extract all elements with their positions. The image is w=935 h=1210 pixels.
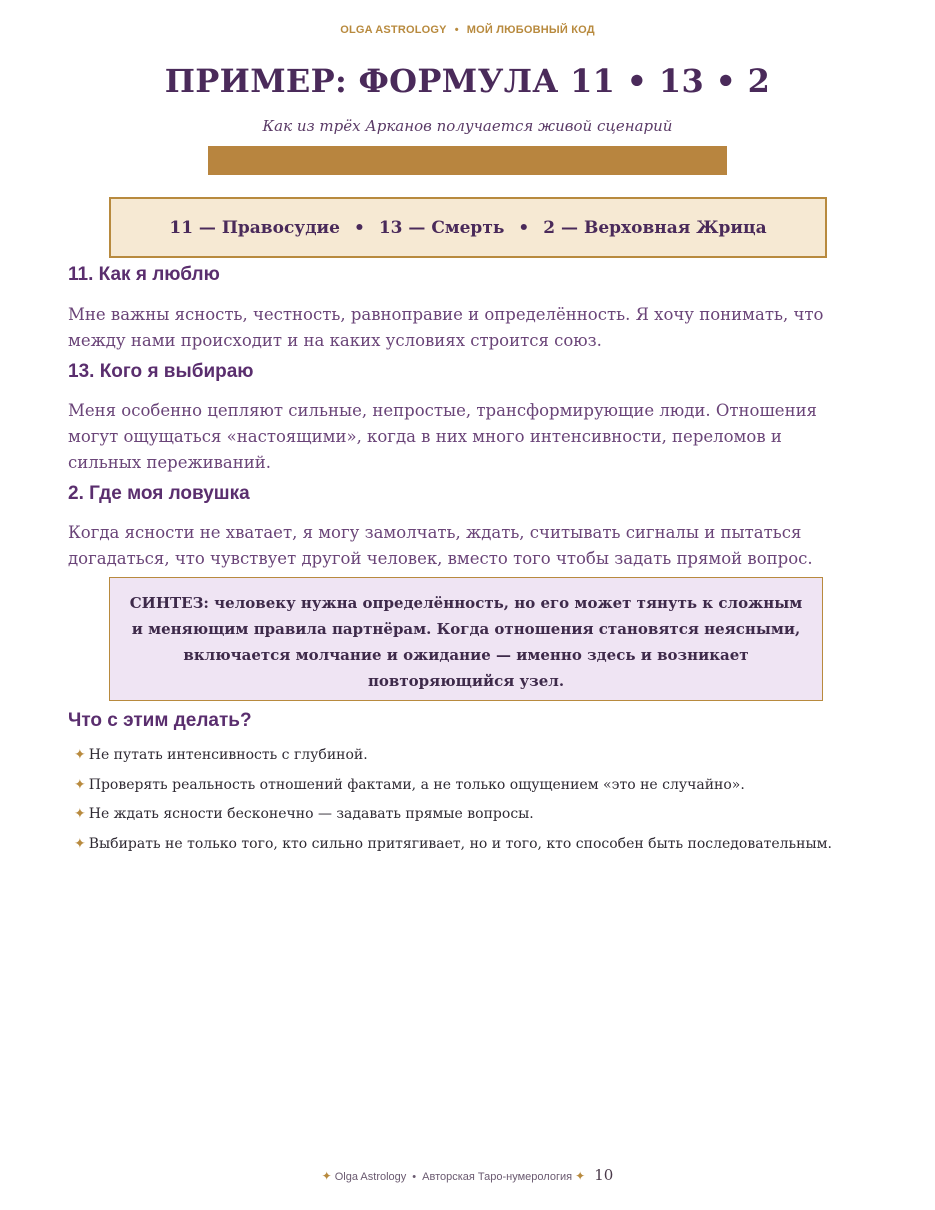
formula-separator: • bbox=[518, 217, 530, 238]
star-icon: ✦ bbox=[575, 1169, 586, 1183]
footer-tagline: Авторская Таро-нумерология bbox=[422, 1171, 573, 1183]
list-item bbox=[74, 777, 832, 807]
formula-item: 11 — Правосудие bbox=[169, 217, 340, 238]
list-item-text: Выбирать не только того, кто сильно притягивает, но и того, кто способен быть последовательным. bbox=[88, 835, 832, 852]
synthesis-box: СИНТЕЗ: человеку нужна определённость, но его может тянуть к сложным и меняющим правила партнёрам. Когда отношения становятся неясными, включается молчание и ожидание — именно здесь и возникает повторяющийся узел. bbox=[109, 577, 823, 701]
gold-divider-bar bbox=[208, 146, 727, 175]
section-text-trap: Когда ясности не хватает, я могу замолчать, ждать, считывать сигналы и пытаться догадаться, что чувствует другой человек, вместо того чтобы задать прямой вопрос. bbox=[68, 523, 813, 568]
footer-separator: • bbox=[412, 1171, 417, 1183]
section-heading-trap: 2. Где моя ловушка bbox=[68, 483, 250, 504]
star-bullet-icon: ✦ bbox=[74, 747, 86, 763]
page-subtitle: Как из трёх Арканов получается живой сценарий bbox=[262, 117, 673, 135]
list-item bbox=[74, 836, 832, 866]
actions-list bbox=[74, 747, 832, 865]
actions-heading: Что с этим делать? bbox=[68, 710, 252, 731]
header-product: МОЙ ЛЮБОВНЫЙ КОД bbox=[466, 24, 595, 36]
page-footer bbox=[0, 1166, 935, 1184]
list-item-text: Не путать интенсивность с глубиной. bbox=[88, 747, 368, 763]
header-brand: OLGA ASTROLOGY bbox=[340, 24, 447, 36]
section-text-choice: Меня особенно цепляют сильные, непростые, трансформирующие люди. Отношения могут ощущаться «настоящими», когда в них много интенсивности, переломов и сильных переживаний. bbox=[68, 401, 817, 472]
formula-item: 2 — Верховная Жрица bbox=[543, 217, 767, 238]
page-title: ПРИМЕР: ФОРМУЛА 11 • 13 • 2 bbox=[164, 62, 771, 100]
section-heading-love: 11. Как я люблю bbox=[68, 264, 220, 285]
page-header bbox=[0, 24, 935, 36]
list-item-text: Проверять реальность отношений фактами, а не только ощущением «это не случайно». bbox=[88, 776, 745, 793]
list-item-text: Не ждать ясности бесконечно — задавать прямые вопросы. bbox=[88, 806, 534, 822]
formula-separator: • bbox=[353, 217, 365, 238]
section-text-love: Мне важны ясность, честность, равноправие и определённость. Я хочу понимать, что между нами происходит и на каких условиях строится союз. bbox=[68, 305, 824, 350]
list-item bbox=[74, 806, 832, 836]
star-bullet-icon: ✦ bbox=[74, 776, 86, 793]
list-item bbox=[74, 747, 832, 777]
page-number: 10 bbox=[594, 1166, 614, 1184]
star-bullet-icon: ✦ bbox=[74, 806, 86, 822]
footer-brand: Olga Astrology bbox=[334, 1171, 407, 1183]
star-bullet-icon: ✦ bbox=[74, 835, 86, 852]
header-separator: • bbox=[454, 24, 459, 36]
formula-box bbox=[109, 197, 827, 258]
star-icon: ✦ bbox=[321, 1169, 332, 1183]
section-heading-choice: 13. Кого я выбираю bbox=[68, 361, 254, 382]
formula-item: 13 — Смерть bbox=[378, 217, 505, 238]
